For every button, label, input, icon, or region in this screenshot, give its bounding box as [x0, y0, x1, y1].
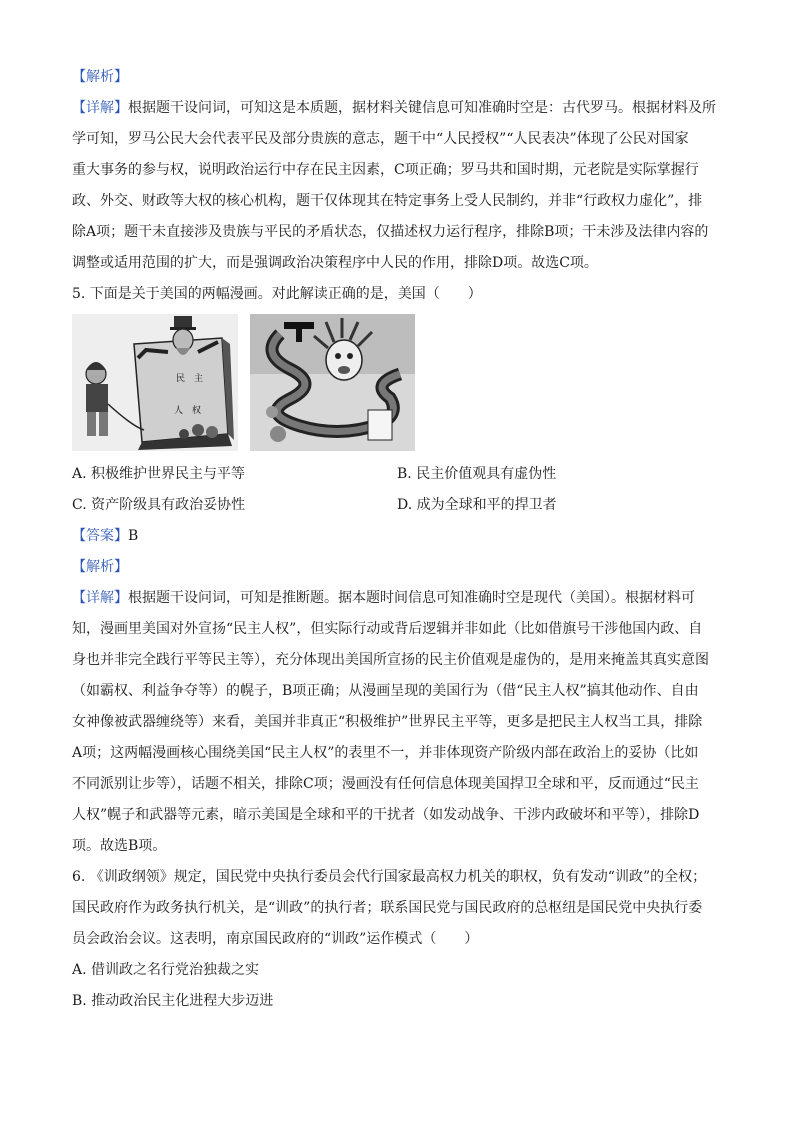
q5-cartoons — [72, 314, 722, 454]
answer-label: 【答案】 — [72, 528, 128, 544]
banner-text-democracy: 民 主 — [176, 374, 204, 384]
cartoon-statue-of-liberty-snake — [250, 314, 415, 451]
q5-detail-line-1: 【详解】根据题干设问词，可知是推断题。据本题时间信息可知准确时空是现代（美国）。根据材料可 — [72, 590, 695, 606]
analysis-header: 【解析】 — [72, 69, 128, 85]
q5-option-c[interactable]: C. 资产阶级具有政治妥协性 — [72, 497, 246, 513]
q5-options-row-2 — [72, 490, 722, 521]
q5-option-b[interactable]: B. 民主价值观具有虚伪性 — [397, 466, 557, 482]
cartoon-uncle-sam-banner — [72, 314, 238, 451]
answer-value: B — [128, 528, 139, 544]
q5-detail-line-2: 知，漫画里美国对外宣扬“民主人权”，但实际行动或背后逻辑并非如此（比如借旗号干涉他国内政、自 — [72, 621, 703, 637]
q5-analysis-header: 【解析】 — [72, 559, 128, 575]
banner-text-human-rights: 人 权 — [174, 406, 202, 416]
q4-detail-line-2: 学可知，罗马公民大会代表平民及部分贵族的意志，题干中“人民授权”“人民表决”体现了公民对国家 — [72, 131, 689, 147]
q5-option-d[interactable]: D. 成为全球和平的捍卫者 — [397, 497, 557, 513]
q6-stem-line-2: 国民政府作为政务执行机关，是“训政”的执行者；联系国民党与国民政府的总枢纽是国民党中央执行委 — [72, 900, 703, 916]
q5-detail-line-9: 项。故选B项。 — [72, 838, 167, 854]
q5-detail-line-5: 女神像被武器缠绕等）来看，美国并非真正“积极维护”世界民主平等，更多是把民主人权当工具，排除 — [72, 714, 703, 730]
q5-detail-line-6: A项；这两幅漫画核心围绕美国“民主人权”的表里不一，并非体现资产阶级内部在政治上的妥协（比如 — [72, 745, 699, 761]
q5-detail-line-3: 身也并非完全践行平等民主等），充分体现出美国所宣扬的民主价值观是虚伪的，是用来掩盖其真实意图 — [72, 652, 709, 668]
q6-option-a[interactable]: A. 借训政之名行党治独裁之实 — [72, 962, 260, 978]
q4-detail-line-5: 除A项；题干未直接涉及贵族与平民的矛盾状态，仅描述权力运行程序，排除B项；干未涉及法律内容的 — [72, 224, 709, 240]
q6-stem-line-3: 员会政治会议。这表明，南京国民政府的“训政”运作模式（ ） — [72, 931, 479, 947]
exam-page — [72, 62, 722, 1017]
q5-detail-line-4: （如霸权、利益争夺等）的幌子，B项正确；从漫画呈现的美国行为（借“民主人权”搞其他动作、自由 — [72, 683, 699, 699]
detail-label: 【详解】 — [72, 100, 128, 116]
q6-option-b[interactable]: B. 推动政治民主化进程大步迈进 — [72, 993, 274, 1009]
q4-detail-line-4: 政、外交、财政等大权的核心机构，题干仅体现其在特定事务上受人民制约，并非“行政权力虚化”，排 — [72, 193, 703, 209]
uncle-sam-cartoon-image — [72, 314, 238, 451]
q5-detail-line-7: 不同派别让步等），话题不相关，排除C项；漫画没有任何信息体现美国捍卫全球和平，反而通过“民主 — [72, 776, 699, 792]
q5-stem: 5. 下面是关于美国的两幅漫画。对此解读正确的是，美国（ ） — [72, 286, 482, 302]
q4-detail-line-1: 【详解】根据题干设问词，可知这是本质题，据材料关键信息可知准确时空是：古代罗马。根据材料及所 — [72, 100, 716, 116]
q5-option-a[interactable]: A. 积极维护世界民主与平等 — [72, 466, 246, 482]
statue-of-liberty-cartoon-image — [250, 314, 415, 451]
q6-stem-line-1: 6. 《训政纲领》规定，国民党中央执行委员会代行国家最高权力机关的职权，负有发动“训政”的全权； — [72, 869, 707, 885]
q5-answer — [72, 521, 722, 552]
q5-detail-line-8: 人权”幌子和武器等元素，暗示美国是全球和平的干扰者（如发动战争、干涉内政破坏和平等），排除D — [72, 807, 700, 823]
q4-detail-line-3: 重大事务的参与权，说明政治运行中存在民主因素，C项正确；罗马共和国时期，元老院是实际掌握行 — [72, 162, 699, 178]
q4-detail-line-6: 调整或适用范围的扩大，而是强调政治决策程序中人民的作用，排除D项。故选C项。 — [72, 255, 598, 271]
q5-detail-label: 【详解】 — [72, 590, 128, 606]
q5-options-row-1 — [72, 459, 722, 490]
